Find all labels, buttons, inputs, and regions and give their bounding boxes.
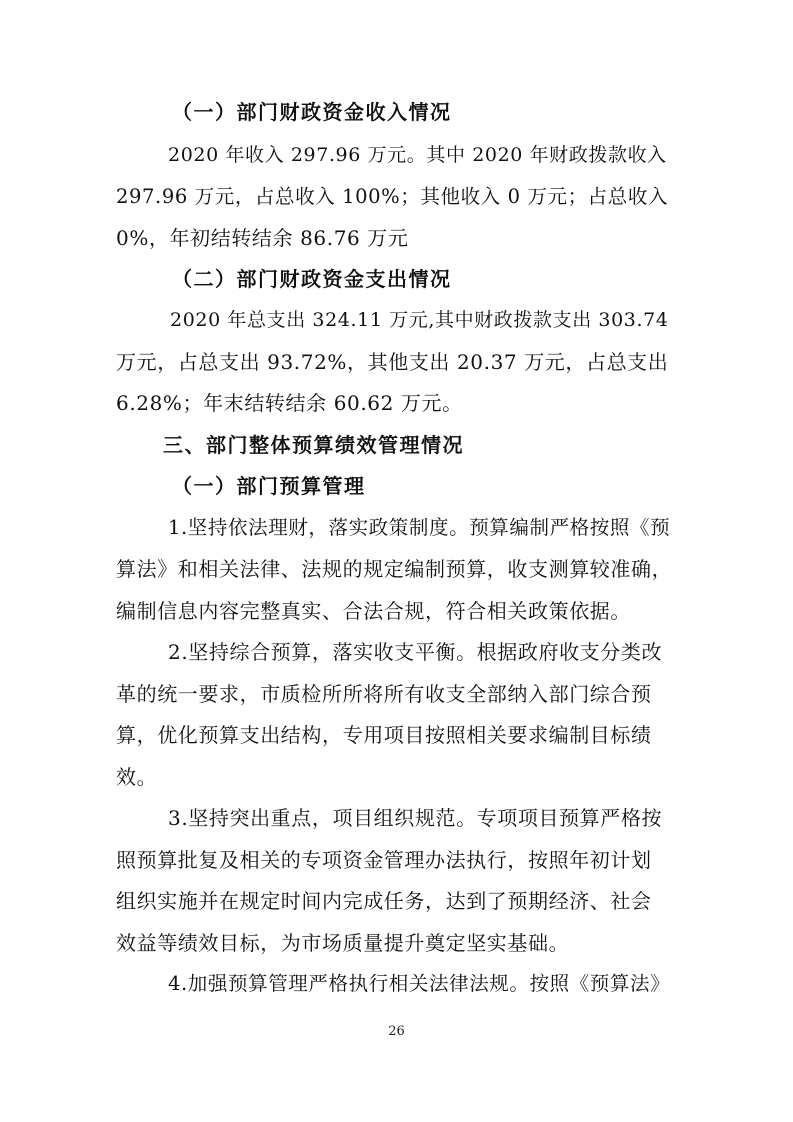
heading-section-three: 三、部门整体预算绩效管理情况 bbox=[163, 433, 464, 457]
paragraph-line: 1.坚持依法理财，落实政策制度。预算编制严格按照《预 bbox=[168, 516, 671, 539]
paragraph-line: 算法》和相关法律、法规的规定编制预算，收支测算较准确， bbox=[116, 557, 673, 581]
paragraph-line: 效益等绩效目标，为市场质量提升奠定坚实基础。 bbox=[116, 931, 570, 955]
paragraph-line: 2.坚持综合预算，落实收支平衡。根据政府收支分类改 bbox=[168, 640, 663, 664]
paragraph-line: 297.96 万元，占总收入 100%；其他收入 0 万元；占总收入 bbox=[116, 185, 669, 208]
paragraph-line: 组织实施并在规定时间内完成任务，达到了预期经济、社会 bbox=[116, 889, 652, 913]
heading-revenue: （一）部门财政资金收入情况 bbox=[172, 100, 452, 124]
paragraph-line: 照预算批复及相关的专项资金管理办法执行，按照年初计划 bbox=[116, 848, 652, 872]
heading-budget-management: （一）部门预算管理 bbox=[172, 474, 366, 498]
paragraph-line: 3.坚持突出重点，项目组织规范。专项项目预算严格按 bbox=[168, 806, 663, 830]
paragraph-line: 2020 年总支出 324.11 万元,其中财政拨款支出 303.74 bbox=[170, 309, 669, 331]
page-number: 26 bbox=[388, 1024, 405, 1039]
paragraph-line: 6.28%；年末结转结余 60.62 万元。 bbox=[116, 391, 463, 415]
paragraph-line: 算，优化预算支出结构，专用项目按照相关要求编制目标绩 bbox=[116, 723, 652, 747]
paragraph-line: 0%，年初结转结余 86.76 万元 bbox=[116, 226, 409, 250]
paragraph-line: 革的统一要求，市质检所所将所有收支全部纳入部门综合预 bbox=[116, 682, 652, 706]
paragraph-line: 2020 年收入 297.96 万元。其中 2020 年财政拨款收入 bbox=[168, 144, 667, 166]
paragraph-line: 万元，占总支出 93.72%，其他支出 20.37 万元，占总支出 bbox=[116, 350, 669, 374]
paragraph-line: 编制信息内容完整真实、合法合规，符合相关政策依据。 bbox=[116, 599, 631, 623]
heading-expenditure: （二）部门财政资金支出情况 bbox=[172, 267, 452, 291]
paragraph-line: 4.加强预算管理严格执行相关法律法规。按照《预算法》 bbox=[168, 972, 671, 995]
paragraph-line: 效。 bbox=[116, 765, 158, 789]
